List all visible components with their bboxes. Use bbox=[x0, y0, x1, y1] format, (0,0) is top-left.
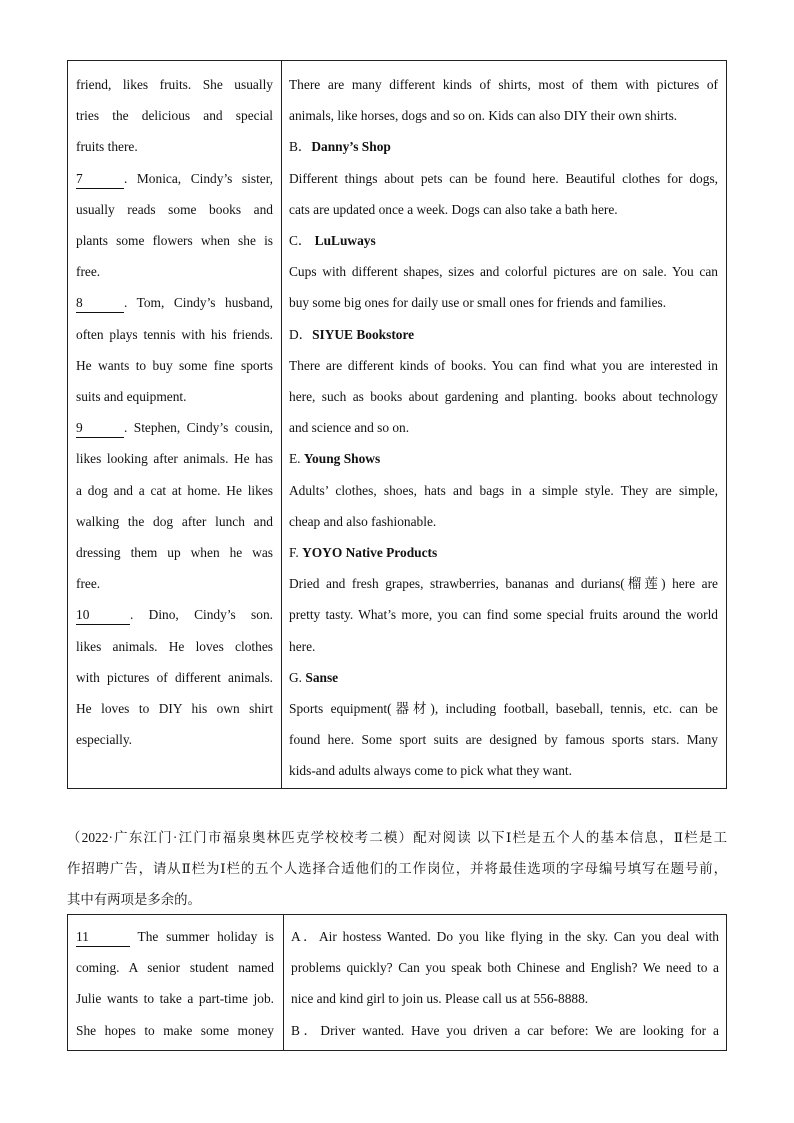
option-title: Sanse bbox=[305, 669, 339, 685]
answer-blank[interactable]: 10 bbox=[76, 606, 130, 625]
text-line: plants some flowers when she is bbox=[76, 233, 273, 249]
jobs-column bbox=[291, 921, 719, 1050]
text-line: free. bbox=[76, 576, 101, 592]
text-line: cheap and also fashionable. bbox=[289, 513, 437, 529]
text-line: He loves to DIY his own shirt bbox=[76, 701, 273, 717]
text-line: tries the delicious and special bbox=[76, 108, 273, 124]
text-line: B．Driver wanted. Have you driven a car before: We are looking for a bbox=[291, 1022, 719, 1038]
option-heading bbox=[289, 443, 718, 474]
text-line: often plays tennis with his friends. bbox=[76, 326, 273, 342]
option-heading bbox=[289, 319, 718, 350]
text-line: A．Air hostess Wanted. Do you like flying in the sky. Can you deal with bbox=[291, 929, 719, 944]
text-line: dressing them up when he was bbox=[76, 545, 273, 561]
question-instructions bbox=[67, 822, 727, 916]
shops-column bbox=[289, 69, 718, 788]
text-line: He wants to buy some fine sports bbox=[76, 357, 273, 373]
instruction-line: 作招聘广告，请从Ⅱ栏为Ⅰ栏的五个人选择合适他们的工作岗位，并将最佳选项的字母编号填写在题号前， bbox=[67, 861, 727, 877]
text-line: nice and kind girl to join us. Please call us at 556-8888. bbox=[291, 991, 589, 1007]
text-line: usually reads some books and bbox=[76, 201, 273, 217]
text-line: There are different kinds of books. You can find what you are interested in bbox=[289, 357, 718, 373]
question-text: . Stephen, Cindy’s cousin, bbox=[124, 420, 273, 436]
text-line: friend, likes fruits. She usually bbox=[76, 77, 273, 92]
question-line bbox=[76, 921, 274, 952]
column-divider bbox=[283, 915, 284, 1050]
question-text: . Dino, Cindy’s son. bbox=[130, 607, 273, 623]
text-line: here. bbox=[289, 638, 316, 654]
text-line: coming. A senior student named bbox=[76, 960, 274, 976]
text-line: Sports equipment(器材), including football, baseball, tennis, etc. can be bbox=[289, 701, 718, 717]
option-heading bbox=[289, 662, 718, 693]
question-line bbox=[76, 412, 273, 443]
option-heading bbox=[289, 131, 718, 162]
option-heading bbox=[289, 537, 718, 568]
answer-blank[interactable]: 8 bbox=[76, 294, 124, 313]
option-title: SIYUE Bookstore bbox=[312, 326, 415, 342]
option-letter: G. bbox=[289, 669, 306, 685]
question-line bbox=[76, 163, 273, 194]
text-line: pretty tasty. What’s more, you can find some special fruits around the world bbox=[289, 607, 718, 623]
text-line: problems quickly? Can you speak both Chinese and English? We need to a bbox=[291, 960, 719, 976]
option-title: LuLuways bbox=[311, 233, 376, 249]
matching-table-1 bbox=[67, 60, 727, 789]
answer-blank[interactable]: 9 bbox=[76, 419, 124, 438]
text-line: especially. bbox=[76, 732, 133, 748]
option-title: Danny’s Shop bbox=[311, 139, 391, 155]
text-line: suits and equipment. bbox=[76, 389, 187, 405]
people-column bbox=[76, 921, 274, 1050]
answer-blank[interactable]: 7 bbox=[76, 170, 124, 189]
option-title: Young Shows bbox=[303, 451, 381, 467]
text-line: here, such as books about gardening and planting. books about technology bbox=[289, 389, 718, 405]
text-line: a dog and a cat at home. He likes bbox=[76, 482, 273, 498]
text-line: Julie wants to take a part-time job. bbox=[76, 991, 274, 1007]
option-heading bbox=[289, 225, 718, 256]
text-line: kids-and adults always come to pick what they want. bbox=[289, 763, 572, 779]
text-line: free. bbox=[76, 264, 101, 280]
option-letter: D． bbox=[289, 326, 313, 342]
text-line: Different things about pets can be found here. Beautiful clothes for dogs, bbox=[289, 170, 718, 186]
option-title: YOYO Native Products bbox=[302, 545, 438, 561]
text-line: fruits there. bbox=[76, 139, 138, 155]
answer-blank[interactable]: 11 bbox=[76, 928, 130, 947]
text-line: likes animals. He loves clothes bbox=[76, 638, 273, 654]
instruction-line: 其中有两项是多余的。 bbox=[67, 892, 201, 908]
question-text: . Monica, Cindy’s sister, bbox=[124, 170, 273, 186]
column-divider bbox=[281, 61, 282, 788]
question-line bbox=[76, 599, 273, 630]
question-text: The summer holiday is bbox=[130, 929, 274, 944]
text-line: likes looking after animals. He has bbox=[76, 451, 273, 467]
question-text: . Tom, Cindy’s husband, bbox=[124, 295, 273, 311]
matching-table-2 bbox=[67, 914, 727, 1051]
text-line: animals, like horses, dogs and so on. Kids can also DIY their own shirts. bbox=[289, 108, 678, 124]
question-line bbox=[76, 287, 273, 318]
text-line: Adults’ clothes, shoes, hats and bags in a simple style. They are simple, bbox=[289, 482, 718, 498]
text-line: cats are updated once a week. Dogs can also take a bath here. bbox=[289, 201, 618, 217]
text-line: found here. Some sport suits are designed by famous sports stars. Many bbox=[289, 732, 718, 748]
option-letter: B． bbox=[289, 139, 312, 155]
option-letter: E. bbox=[289, 451, 304, 467]
text-line: She hopes to make some money bbox=[76, 1022, 274, 1038]
text-line: and science and so on. bbox=[289, 420, 410, 436]
text-line: with pictures of different animals. bbox=[76, 669, 273, 685]
option-letter: F. bbox=[289, 545, 303, 561]
people-column bbox=[76, 69, 273, 788]
instruction-line: （2022·广东江门·江门市福泉奥林匹克学校校考二模）配对阅读 以下Ⅰ栏是五个人的基本信息，Ⅱ栏是工 bbox=[67, 830, 727, 845]
option-letter: C． bbox=[289, 233, 312, 249]
text-line: Cups with different shapes, sizes and colorful pictures are on sale. You can bbox=[289, 264, 718, 280]
text-line: There are many different kinds of shirts, most of them with pictures of bbox=[289, 77, 718, 92]
text-line: walking the dog after lunch and bbox=[76, 513, 273, 529]
text-line: Dried and fresh grapes, strawberries, bananas and durians(榴莲) here are bbox=[289, 576, 718, 592]
text-line: buy some big ones for daily use or small ones for friends and families. bbox=[289, 295, 667, 311]
